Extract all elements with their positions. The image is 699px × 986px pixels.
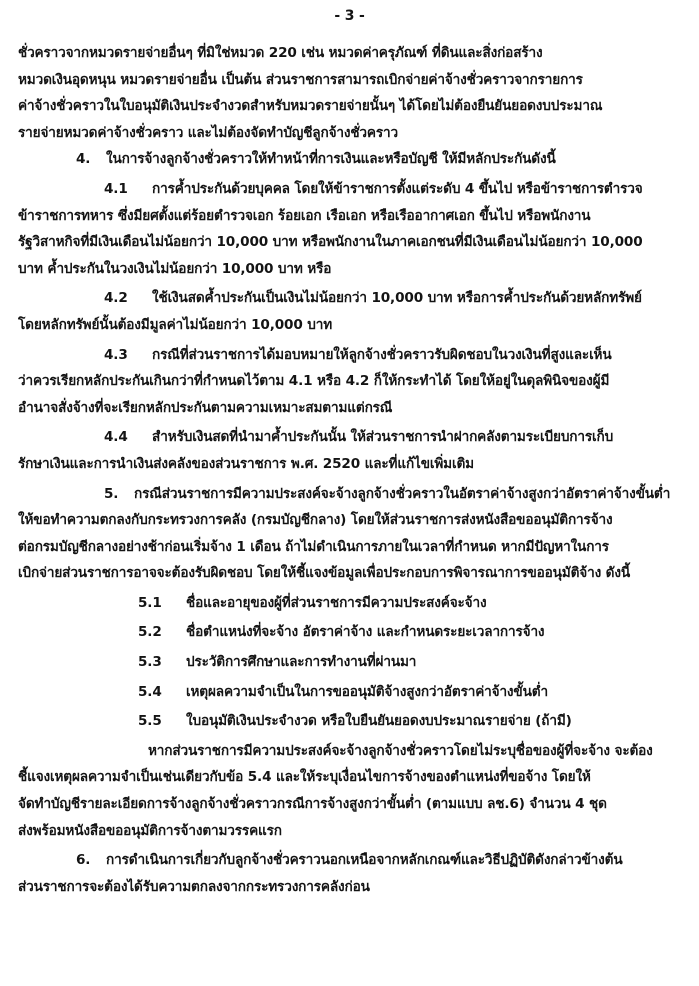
paragraph-line: หมวดเงินอุดหนุน หมวดรายจ่ายอื่น เป็นต้น ส่วนราชการสามารถเบิกจ่ายค่าจ้างชั่วคราวจากรายการ: [18, 71, 583, 88]
section-number: 4.: [76, 151, 91, 168]
paragraph-line: ข้าราชการทหาร ซึ่งมียศตั้งแต่ร้อยตำรวจเอก ร้อยเอก เรือเอก หรือเรืออากาศเอก ขึ้นไป หรือพนักงาน: [18, 207, 591, 224]
section-number: 6.: [76, 852, 91, 869]
paragraph-line: ค่าจ้างชั่วคราวในใบอนุมัติเงินประจำงวดสำหรับหมวดรายจ่ายนั้นๆ ได้โดยไม่ต้องยืนยันยอดงบประมาณ: [18, 98, 603, 115]
section-number: 5.4: [138, 683, 162, 700]
paragraph-line: อำนาจสั่งจ้างที่จะเรียกหลักประกันตามความเหมาะสมตามแต่กรณี: [18, 399, 393, 416]
section-5-2: [18, 619, 690, 646]
section-4-4: [18, 424, 690, 451]
section-number: 5.2: [138, 624, 162, 641]
section-5-1: [18, 590, 690, 617]
section-6-heading: [18, 847, 690, 874]
paragraph-line: ส่วนราชการจะต้องได้รับความตกลงจากกระทรวงการคลังก่อน: [18, 878, 370, 895]
section-number: 5.3: [138, 654, 162, 671]
section-number: 4.2: [104, 290, 128, 307]
paragraph-line: ให้ขอทำความตกลงกับกระทรวงการคลัง (กรมบัญชีกลาง) โดยให้ส่วนราชการส่งหนังสือขออนุมัติการจ้าง: [18, 512, 613, 529]
document-body: [18, 40, 690, 900]
paragraph-line: รัฐวิสาหกิจที่มีเงินเดือนไม่น้อยกว่า 10,000 บาท หรือพนักงานในภาคเอกชนที่มีเงินเดือนไม่น้อยกว่า 10,000: [18, 234, 643, 251]
paragraph-line: ว่าควรเรียกหลักประกันเกินกว่าที่กำหนดไว้ตาม 4.1 หรือ 4.2 ก็ให้กระทำได้ โดยให้อยู่ในดุลพินิจของผู้มี: [18, 373, 610, 390]
section-text: การค้ำประกันด้วยบุคคล โดยให้ข้าราชการตั้งแต่ระดับ 4 ขึ้นไป หรือข้าราชการตำรวจ: [152, 180, 643, 197]
section-4-3: [18, 342, 690, 369]
paragraph-line: รายจ่ายหมวดค่าจ้างชั่วคราว และไม่ต้องจัดทำบัญชีลูกจ้างชั่วคราว: [18, 124, 398, 141]
section-4-1: [18, 176, 690, 203]
section-number: 4.4: [104, 429, 128, 446]
section-text: กรณีส่วนราชการมีความประสงค์จะจ้างลูกจ้างชั่วคราวในอัตราค่าจ้างสูงกว่าอัตราค่าจ้างขั้นต่ำ: [134, 485, 671, 502]
paragraph-line: ชี้แจงเหตุผลความจำเป็นเช่นเดียวกับข้อ 5.4 และให้ระบุเงื่อนไขการจ้างของตำแหน่งที่ขอจ้าง โดยให้: [18, 769, 591, 786]
section-4-2: [18, 285, 690, 312]
paragraph-line: บาท ค้ำประกันในวงเงินไม่น้อยกว่า 10,000 บาท หรือ: [18, 260, 332, 277]
section-5-5: [18, 708, 690, 735]
section-5-3: [18, 649, 690, 676]
section-text: ชื่อตำแหน่งที่จะจ้าง อัตราค่าจ้าง และกำหนดระยะเวลาการจ้าง: [186, 624, 545, 641]
section-text: ใบอนุมัติเงินประจำงวด หรือใบยืนยันยอดงบประมาณรายจ่าย (ถ้ามี): [186, 713, 572, 730]
paragraph-line: หากส่วนราชการมีความประสงค์จะจ้างลูกจ้างชั่วคราวโดยไม่ระบุชื่อของผู้ที่จะจ้าง จะต้อง: [148, 742, 653, 759]
section-number: 5.5: [138, 713, 162, 730]
paragraph-line: จัดทำบัญชีรายละเอียดการจ้างลูกจ้างชั่วคราวกรณีการจ้างสูงกว่าขั้นต่ำ (ตามแบบ ลช.6) จำนวน 4 ชุด: [18, 796, 607, 813]
section-text: กรณีที่ส่วนราชการได้มอบหมายให้ลูกจ้างชั่วคราวรับผิดชอบในวงเงินที่สูงและเห็น: [152, 346, 612, 363]
section-number: 4.3: [104, 346, 128, 363]
section-4-heading: [18, 146, 690, 173]
section-text: ประวัติการศึกษาและการทำงานที่ผ่านมา: [186, 654, 417, 671]
paragraph-line: ต่อกรมบัญชีกลางอย่างช้าก่อนเริ่มจ้าง 1 เดือน ถ้าไม่ดำเนินการภายในเวลาที่กำหนด หากมีปัญหาในการ: [18, 538, 609, 555]
section-number: 4.1: [104, 180, 128, 197]
section-text: ในการจ้างลูกจ้างชั่วคราวให้ทำหน้าที่การเงินและหรือบัญชี ให้มีหลักประกันดังนี้: [106, 151, 556, 168]
paragraph-line: โดยหลักทรัพย์นั้นต้องมีมูลค่าไม่น้อยกว่า 10,000 บาท: [18, 316, 333, 333]
section-text: ใช้เงินสดค้ำประกันเป็นเงินไม่น้อยกว่า 10,000 บาท หรือการค้ำประกันด้วยหลักทรัพย์: [152, 290, 642, 307]
section-number: 5.1: [138, 594, 162, 611]
paragraph-line: รักษาเงินและการนำเงินส่งคลังของส่วนราชการ พ.ศ. 2520 และที่แก้ไขเพิ่มเติม: [18, 455, 474, 472]
page-number: - 3 -: [334, 8, 365, 24]
section-5-heading: [18, 481, 690, 508]
section-number: 5.: [104, 485, 119, 502]
paragraph-line: เบิกจ่ายส่วนราชการอาจจะต้องรับผิดชอบ โดยให้ชี้แจงข้อมูลเพื่อประกอบการพิจารณาการขออนุมัติจ้าง ดังนี้: [18, 565, 630, 582]
paragraph-line: ส่งพร้อมหนังสือขออนุมัติการจ้างตามวรรคแรก: [18, 822, 282, 839]
paragraph-line: ชั่วคราวจากหมวดรายจ่ายอื่นๆ ที่มิใช่หมวด 220 เช่น หมวดค่าครุภัณฑ์ ที่ดินและสิ่งก่อสร้าง: [18, 45, 543, 61]
section-text: ชื่อและอายุของผู้ที่ส่วนราชการมีความประสงค์จะจ้าง: [186, 594, 487, 611]
section-5-4: [18, 679, 690, 706]
section-text: การดำเนินการเกี่ยวกับลูกจ้างชั่วคราวนอกเหนือจากหลักเกณฑ์และวิธีปฏิบัติดังกล่าวข้างต้น: [106, 852, 623, 869]
section-text: สำหรับเงินสดที่นำมาค้ำประกันนั้น ให้ส่วนราชการนำฝากคลังตามระเบียบการเก็บ: [152, 429, 614, 446]
section-text: เหตุผลความจำเป็นในการขออนุมัติจ้างสูงกว่าอัตราค่าจ้างขั้นต่ำ: [186, 683, 549, 700]
